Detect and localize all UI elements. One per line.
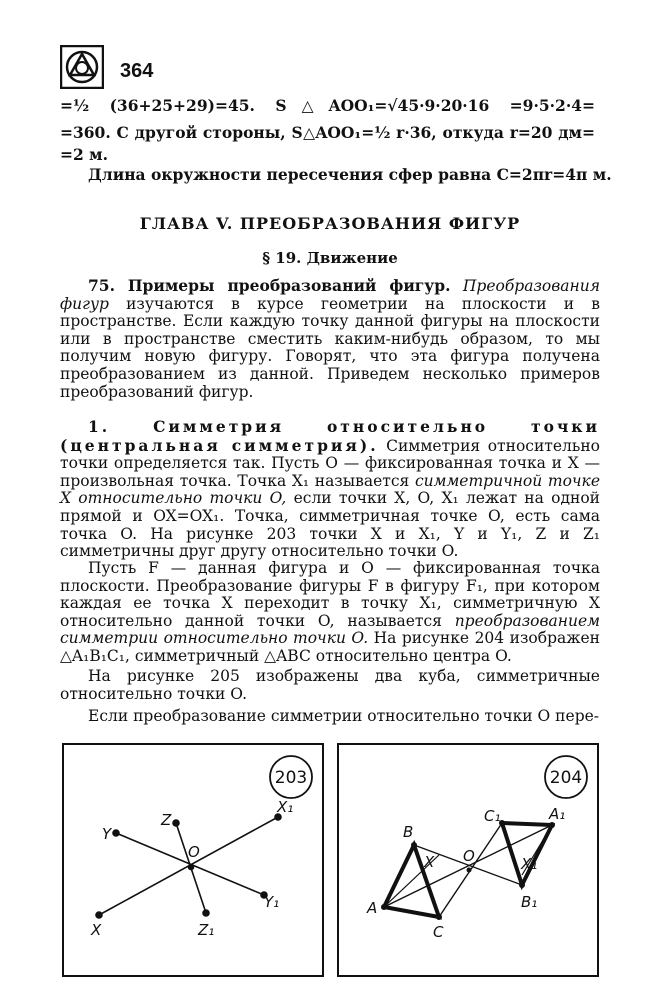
formula-line-1: =½ (36+25+29)=45. S△AOO₁=√45·9·20·16 =9·5·2·4= — [60, 96, 595, 115]
paragraph-continuation: Если преобразование симметрии относительно точки O пере- — [88, 707, 600, 725]
central-symmetry-text-a: Симметрия относительно точки определяется так. Пусть O — фиксированная точка и X — произвольная точка. Точка X₁ называется — [60, 436, 600, 490]
figure-203 — [62, 743, 324, 977]
transformation-text-a: Пусть F — данная фигура и O — фиксированная точка плоскости. Преобразование фигуры F в фигуру F₁, при котором каждая ее точка X переходит в точку X₁, симметричную X относительно данной точки O, называется — [60, 559, 600, 630]
figure-203-number: 203 — [274, 768, 308, 788]
label-B1: B₁ — [521, 893, 538, 911]
label-Y1: Y₁ — [264, 893, 280, 911]
paragraph-75 — [60, 277, 600, 401]
chapter-title: ГЛАВА V. ПРЕОБРАЗОВАНИЯ ФИГУР — [139, 214, 521, 233]
figure-204-number: 204 — [549, 768, 583, 788]
label-O: O — [188, 843, 200, 861]
label-X: X — [91, 921, 102, 939]
transformation-term: преобразованием симметрии относительно точки O. — [60, 611, 600, 648]
paragraph-75-title: 75. Примеры преобразований фигур. — [88, 276, 451, 295]
page-number: 364 — [120, 60, 154, 82]
label-C1: C₁ — [484, 807, 501, 825]
formula-line-3: =2 м. — [60, 145, 109, 164]
central-symmetry-title: 1. Симметрия относительно точки (центральная симметрия). — [60, 417, 600, 455]
figure-204 — [337, 743, 599, 977]
paragraph-75-body: изучаются в курсе геометрии на плоскости и в пространстве. Если каждую точку данной фигуры на плоскости или в пространстве сместить каким-нибудь образом, то мы получим новую фигуру. Говорят, что эта фигура получена преобразованием из данной. Приведем несколько примеров преобразований фигур. — [60, 294, 600, 401]
paragraph-transformation — [60, 560, 600, 666]
label-Y: Y — [102, 825, 112, 843]
label-X1: X₁ — [521, 855, 538, 873]
label-X: X — [424, 853, 435, 871]
formula-line-2: =360. С другой стороны, S△AOO₁=½ r·36, откуда r=20 дм= — [60, 123, 595, 142]
circle-length-line: Длина окружности пересечения сфер равна C=2πr=4π м. — [88, 165, 612, 184]
triangle-A1B1C1 — [502, 823, 552, 885]
label-A1: A₁ — [549, 805, 566, 823]
paragraph-central-symmetry — [60, 418, 600, 561]
label-A: A — [367, 899, 378, 917]
central-symmetry-term: симметричной точке X относительно точки O, — [60, 471, 600, 508]
label-X1: X₁ — [277, 798, 294, 816]
textbook-logo-icon — [60, 45, 104, 89]
label-Z: Z — [161, 811, 172, 829]
paragraph-cubes: На рисунке 205 изображены два куба, симметричные относительно точки O. — [60, 667, 600, 703]
central-symmetry-text-b: если точки X, O, X₁ лежат на одной прямой и OX=OX₁. Точка, симметричная точке O, есть сама точка O. На рисунке 203 точки X и X₁, Y и Y₁, Z и Z₁ симметричны друг другу относительно точки O. — [60, 489, 600, 561]
label-C: C — [433, 923, 444, 941]
label-Z1: Z₁ — [198, 921, 215, 939]
section-title: § 19. Движение — [262, 249, 398, 267]
transformation-text-b: На рисунке 204 изображен △A₁B₁C₁, симметричный △ABC относительно центра O. — [60, 629, 601, 665]
paragraph-75-term: Преобразования фигур — [60, 277, 600, 313]
label-O: O — [463, 847, 475, 865]
label-B: B — [403, 823, 414, 841]
